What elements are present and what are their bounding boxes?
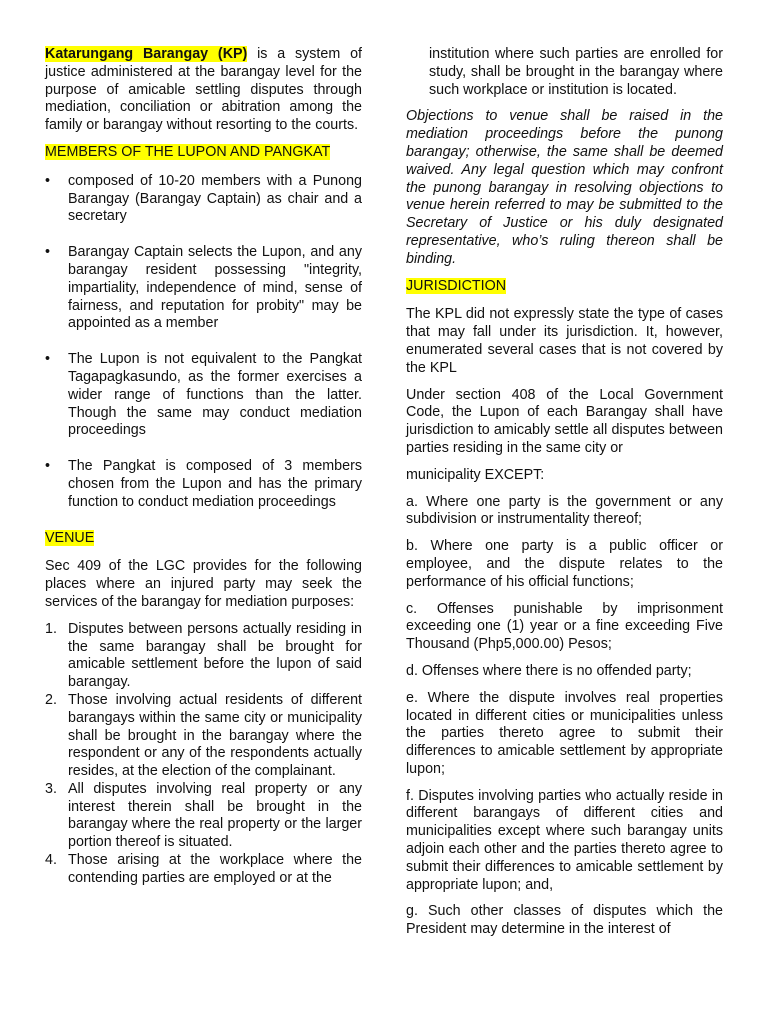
list-item: • The Lupon is not equivalent to the Pangkat Tagapagkasundo, as the former exercises a wider range of functions than the latter. Though the same may conduct mediation proceedings — [45, 351, 362, 439]
exception-item: e. Where the dispute involves real properties located in different cities or municipalities unless the parties thereto agree to submit their differences to amicable settlement by appropriate lupon; — [406, 689, 723, 777]
list-item: 2. Those involving actual residents of different barangays within the same city or municipality shall be brought in the barangay where the respondent or any of the respondents actually resides, at the election of the complainant. — [45, 691, 362, 780]
right-column — [406, 46, 723, 948]
jurisdiction-p1: The KPL did not expressly state the type of cases that may fall under its jurisdiction. It, however, enumerated several cases that is not covered by the KPL — [406, 306, 723, 376]
jurisdiction-p3: municipality EXCEPT: — [406, 466, 545, 483]
exception-item: g. Such other classes of disputes which the President may determine in the interest of — [406, 903, 723, 938]
exception-item: a. Where one party is the government or any subdivision or instrumentality thereof; — [406, 493, 723, 528]
left-column — [45, 46, 362, 888]
list-item: 1. Disputes between persons actually residing in the same barangay shall be brought for amicable settlement before the lupon of said barangay. — [45, 620, 362, 691]
venue-list — [45, 621, 362, 888]
members-list — [45, 173, 362, 512]
list-item: • The Pangkat is composed of 3 members chosen from the Lupon and has the primary function to conduct mediation proceedings — [45, 458, 362, 510]
venue-intro: Sec 409 of the LGC provides for the following places where an injured party may seek the services of the barangay for mediation purposes: — [45, 558, 362, 610]
objections-paragraph: Objections to venue shall be raised in the mediation proceedings before the punong barangay; otherwise, the same shall be deemed waived. Any legal question which may confront the punong barangay in resolving objections to venue herein referred to may be submitted to the Secretary of Justice or his duly designated representative, who’s ruling thereon shall be binding. — [406, 108, 723, 267]
list-item: 3. All disputes involving real property or any interest therein shall be brought in the barangay where the real property or the larger portion thereof is situated. — [45, 780, 362, 851]
exception-item: f. Disputes involving parties who actually reside in different barangays of different cities and municipalities except where such barangay units adjoin each other and the parties thereto agree to submit their differences to amicable settlement by appropriate lupon; and, — [406, 787, 723, 893]
jurisdiction-p2: Under section 408 of the Local Government Code, the Lupon of each Barangay shall have jurisdiction to amicably settle all disputes between parties residing in the same city or — [406, 386, 723, 456]
list-item: • Barangay Captain selects the Lupon, and any barangay resident possessing "integrity, impartiality, independence of mind, sense of fairness, and reputation for probity" may be appointed as a member — [45, 244, 362, 332]
bullet-icon: • — [45, 351, 51, 368]
jurisdiction-heading: JURISDICTION — [406, 277, 507, 294]
bullet-icon: • — [45, 458, 51, 475]
exception-item: b. Where one party is a public officer or employee, and the dispute relates to the performance of his official functions; — [406, 538, 723, 590]
intro-term: Katarungang Barangay (KP) — [45, 46, 248, 62]
intro-text: is a system of justice administered at the barangay level for the purpose of amicable settling disputes through mediation, conciliation or abitration among the family or barangay without resorting to the courts. — [45, 46, 362, 134]
intro-paragraph — [45, 46, 362, 135]
bullet-icon: • — [45, 172, 51, 189]
venue-continuation: institution where such parties are enrolled for study, shall be brought in the barangay where such workplace or institution is located. — [429, 46, 723, 98]
members-heading: MEMBERS OF THE LUPON AND PANGKAT — [45, 143, 331, 160]
exception-item: d. Offenses where there is no offended party; — [406, 662, 692, 679]
exception-item: c. Offenses punishable by imprisonment exceeding one (1) year or a fine exceeding Five Thousand (Php5,000.00) Pesos; — [406, 600, 723, 653]
bullet-icon: • — [45, 244, 51, 261]
list-item: 4. Those arising at the workplace where the contending parties are employed or at the — [45, 852, 362, 886]
list-item: • composed of 10-20 members with a Punong Barangay (Barangay Captain) as chair and a secretary — [45, 172, 362, 225]
venue-heading: VENUE — [45, 529, 95, 546]
